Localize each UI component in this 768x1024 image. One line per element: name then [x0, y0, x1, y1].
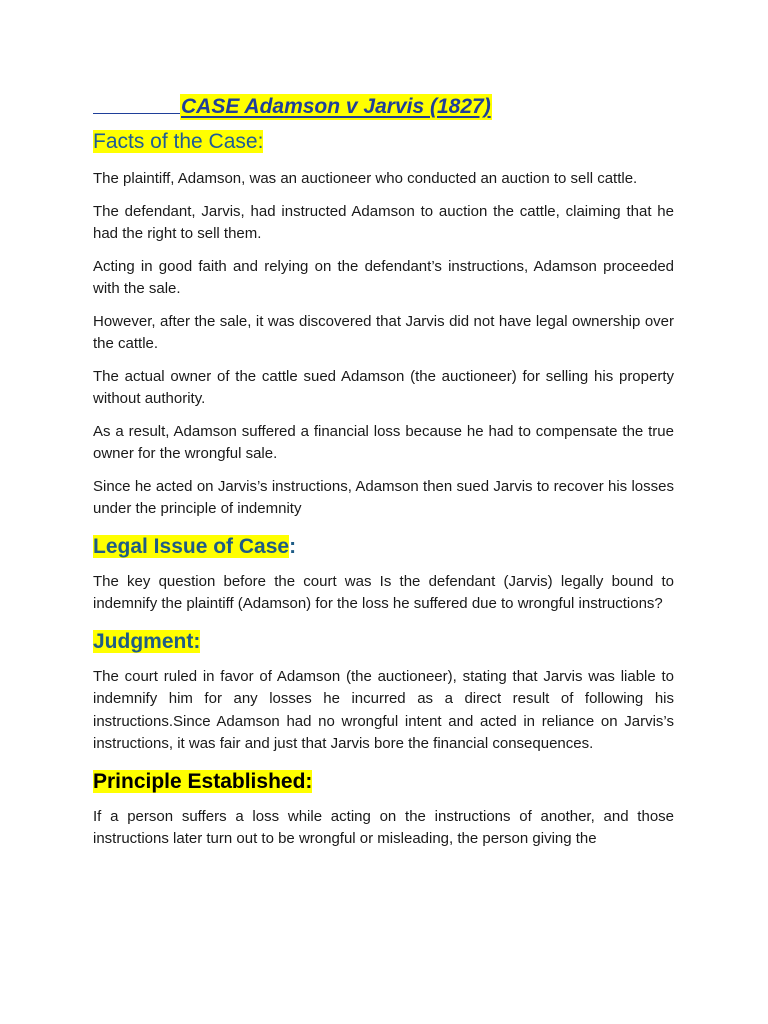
legal-issue-heading-colon: : — [289, 534, 297, 558]
facts-paragraph: The actual owner of the cattle sued Adamson (the auctioneer) for selling his property without authority. — [93, 367, 674, 407]
facts-paragraph: As a result, Adamson suffered a financial loss because he had to compensate the true owner for the wrongful sale. — [93, 422, 674, 462]
legal-issue-heading-text: Legal Issue of Case — [93, 534, 290, 558]
facts-paragraph: The defendant, Jarvis, had instructed Adamson to auction the cattle, claiming that he had the right to sell them. — [93, 202, 674, 242]
title-row — [93, 84, 674, 120]
document-page — [93, 84, 674, 861]
principle-heading — [93, 768, 674, 796]
facts-paragraph: The plaintiff, Adamson, was an auctioneer who conducted an auction to sell cattle. — [93, 170, 638, 187]
principle-heading-text: Principle Established: — [93, 769, 313, 793]
judgment-heading-text: Judgment: — [93, 629, 201, 653]
principle-paragraph: If a person suffers a loss while acting on the instructions of another, and those instructions later turn out to be wrongful or misleading, the person giving the — [93, 807, 674, 847]
case-title: CASE Adamson v Jarvis (1827) — [181, 95, 491, 118]
facts-paragraph: Since he acted on Jarvis’s instructions, Adamson then sued Jarvis to recover his losses under the principle of indemnity — [93, 477, 674, 517]
facts-heading — [93, 128, 674, 156]
facts-paragraph: However, after the sale, it was discovered that Jarvis did not have legal ownership over the cattle. — [93, 312, 674, 352]
legal-issue-paragraph: The key question before the court was Is the defendant (Jarvis) legally bound to indemnify the plaintiff (Adamson) for the loss he suffered due to wrongful instructions? — [93, 572, 674, 612]
judgment-heading — [93, 628, 674, 656]
facts-heading-text: Facts of the Case: — [93, 130, 264, 153]
title-underline-rule — [93, 113, 180, 114]
judgment-paragraph: The court ruled in favor of Adamson (the auctioneer), stating that Jarvis was liable to indemnify him for any losses he incurred as a direct result of following his instructions.Since Adamson had no wrongful intent and acted in reliance on Jarvis’s instructions, it was fair and just that Jarvis bore the financial consequences. — [93, 667, 674, 752]
facts-paragraph: Acting in good faith and relying on the defendant’s instructions, Adamson proceeded with the sale. — [93, 257, 674, 297]
legal-issue-heading — [93, 533, 674, 561]
